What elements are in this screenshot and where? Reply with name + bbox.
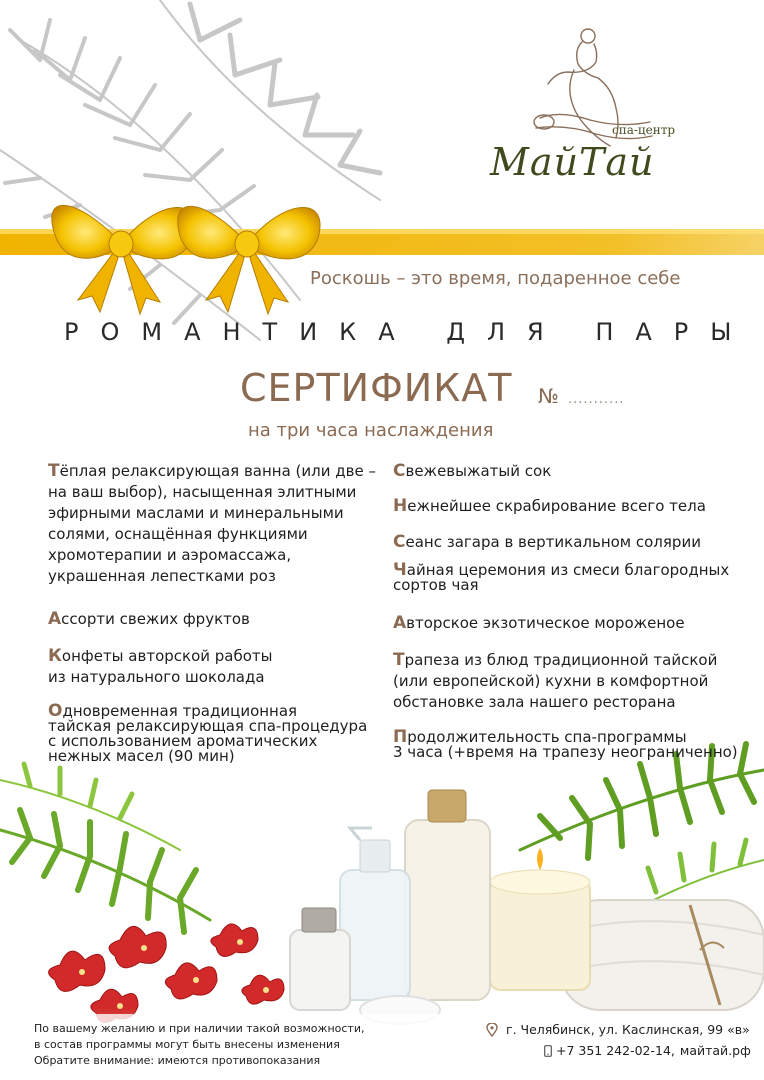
- list-item: Ассорти свежих фруктов: [48, 609, 250, 629]
- candle: [490, 848, 590, 990]
- list-item: Одновременная традиционная тайская релаксирующая спа-процедура с использованием ароматических нежных масел (90 мин): [48, 701, 368, 765]
- list-item: Нежнейшее скрабирование всего тела: [393, 496, 706, 516]
- logo-wordmark: МайТай: [490, 140, 655, 184]
- certificate-title: СЕРТИФИКАТ: [240, 366, 513, 410]
- item-initial: Т: [48, 461, 60, 481]
- number-placeholder: ...........: [568, 392, 625, 407]
- item-initial: Н: [393, 496, 408, 516]
- item-initial: О: [48, 701, 63, 721]
- footer-note-line: По вашему желанию и при наличии такой возможности,: [34, 1022, 365, 1035]
- address-line: [486, 1019, 751, 1040]
- red-orchids: [49, 924, 284, 1023]
- number-sign: №: [538, 384, 559, 408]
- footer-contacts: [486, 1019, 751, 1061]
- item-initial: С: [393, 532, 406, 552]
- list-item: Конфеты авторской работы из натурального шоколада: [48, 646, 273, 686]
- list-item: Авторское экзотическое мороженое: [393, 613, 685, 633]
- logo-subtitle: спа-центр: [612, 123, 676, 137]
- item-initial: А: [393, 613, 407, 633]
- list-item: Свежевыжатый сок: [393, 461, 552, 481]
- list-item: Тёплая релаксирующая ванна (или две – на ваш выбор), насыщенная элитными эфирными маслами и минеральными солями, оснащённая функциями хромотерапии и аэромассажа, украшенная лепестками роз: [48, 461, 376, 585]
- footer-notes: [34, 1021, 364, 1069]
- item-initial: Ч: [393, 560, 407, 580]
- list-item: Чайная церемония из смеси благородных сортов чая: [393, 560, 730, 594]
- item-initial: П: [393, 727, 408, 747]
- palm-leaves-grey: [0, 0, 380, 340]
- list-item: Продолжительность спа-программы 3 часа (+время на трапезу неограниченно): [393, 727, 738, 761]
- program-subtitle: РОМАНТИКА ДЛЯ ПАРЫ: [64, 318, 754, 346]
- phone-number[interactable]: +7 351 242-02-14,: [556, 1043, 675, 1058]
- phone-line: [486, 1040, 751, 1061]
- address-text: г. Челябинск, ул. Каслинская, 99 «в»: [506, 1022, 750, 1037]
- item-initial: Т: [393, 650, 405, 670]
- list-item: Сеанс загара в вертикальном солярии: [393, 532, 701, 552]
- item-initial: К: [48, 646, 62, 666]
- phone-icon: [544, 1045, 552, 1057]
- slogan: Роскошь – это время, подаренное себе: [310, 268, 681, 289]
- footer-note-line: Обратите внимание: имеются противопоказания: [34, 1054, 321, 1067]
- footer-note-line: в состав программы могут быть внесены изменения: [34, 1038, 340, 1051]
- spa-bottles: [290, 790, 490, 1024]
- website-link[interactable]: майтай.рф: [679, 1043, 751, 1058]
- item-initial: А: [48, 609, 62, 629]
- palm-leaves-green-left: [0, 764, 210, 932]
- duration-text: на три часа наслаждения: [248, 420, 494, 441]
- list-item: Трапеза из блюд традиционной тайской (или европейской) кухни в комфортной обстановке зала нашего ресторана: [393, 650, 718, 711]
- item-initial: С: [393, 461, 406, 481]
- location-pin-icon: [486, 1023, 498, 1037]
- bow-left: [52, 205, 195, 314]
